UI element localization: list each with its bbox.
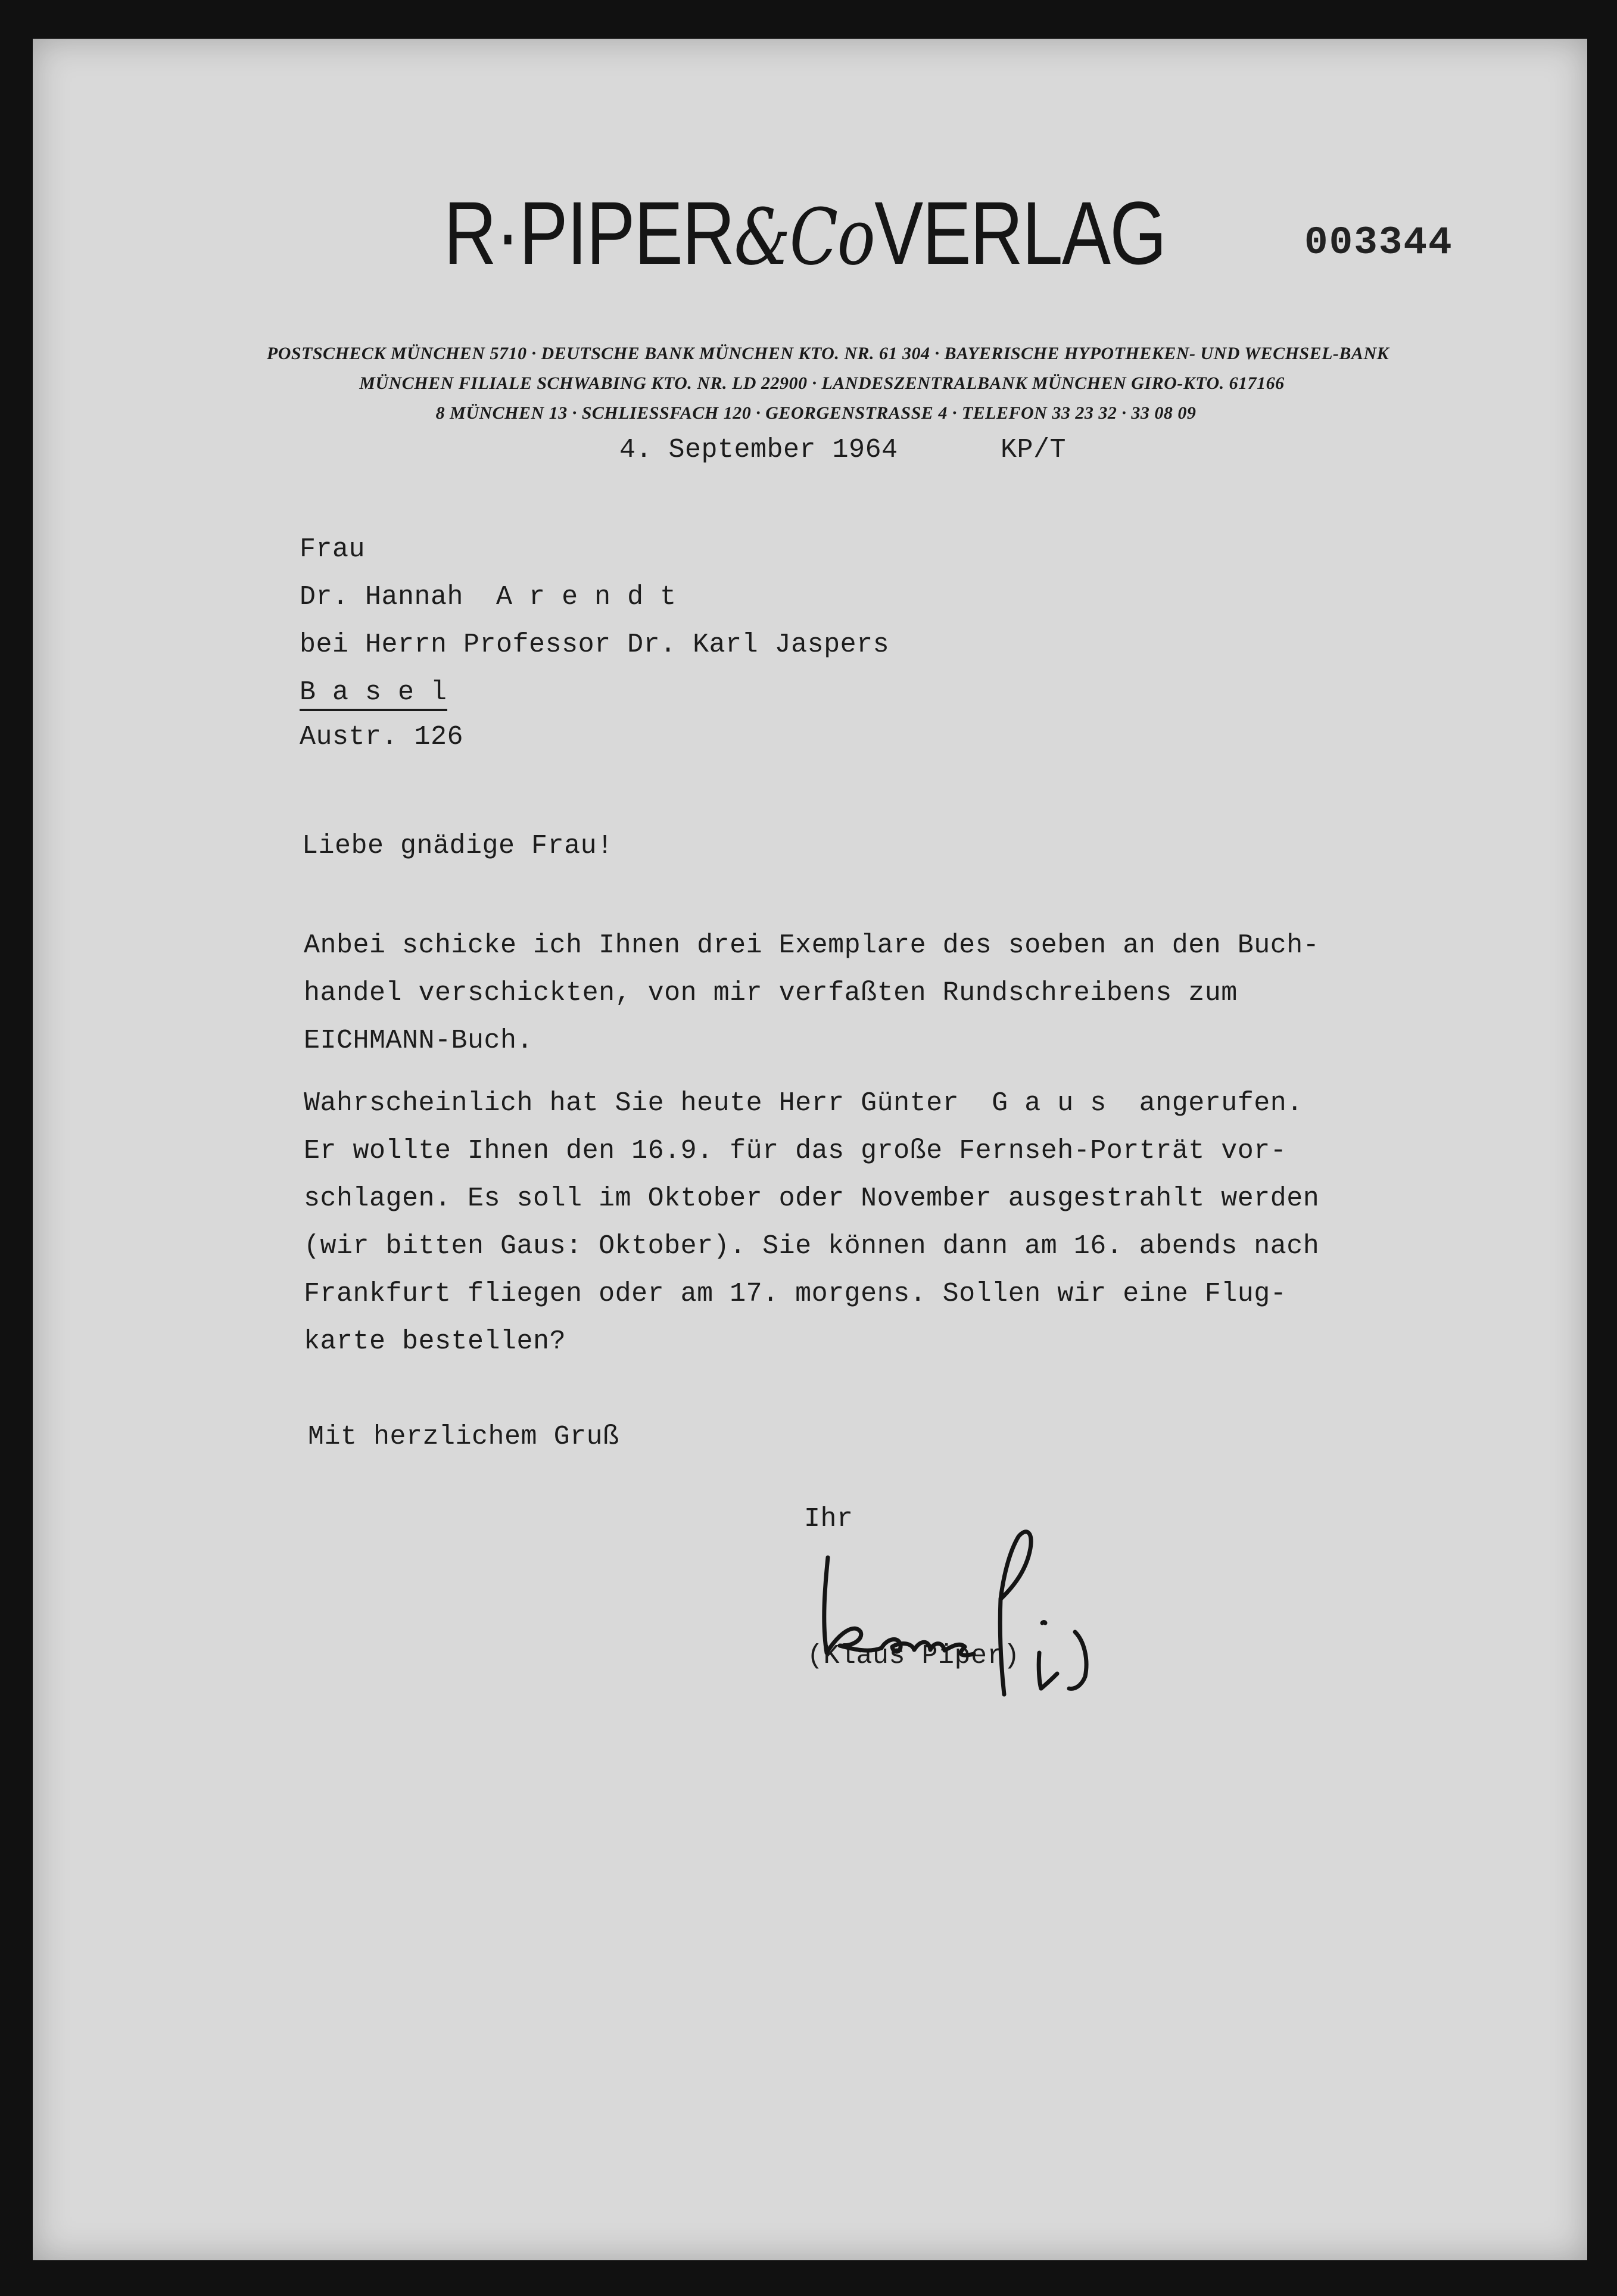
letter-reference: KP/T (1001, 435, 1067, 465)
document-number: 003344 (1304, 220, 1453, 265)
address-city-text: B a s e l (300, 677, 447, 711)
letter-date: 4. September 1964 (619, 435, 898, 465)
paragraph-1-line-1: Anbei schicke ich Ihnen drei Exemplare des soeben an den Buch- (304, 930, 1320, 961)
closing-ihr: Ihr (804, 1504, 853, 1534)
address-line-2: Dr. Hannah A r e n d t (300, 582, 677, 612)
company-logo (444, 182, 1166, 285)
bank-details-line-2: MÜNCHEN FILIALE SCHWABING KTO. NR. LD 22900 · LANDESZENTRALBANK MÜNCHEN GIRO-KTO. 617166 (359, 373, 1285, 393)
paragraph-1-line-3: EICHMANN-Buch. (304, 1026, 534, 1056)
address-city (300, 677, 447, 708)
signature-name: (Klaus Piper) (807, 1641, 1020, 1671)
paragraph-1-line-2: handel verschickten, von mir verfaßten Rundschreibens zum (304, 978, 1238, 1008)
logo-text-right: VERLAG (874, 183, 1166, 283)
paragraph-2-line-1: Wahrscheinlich hat Sie heute Herr Günter G a u s angerufen. (304, 1088, 1303, 1119)
paragraph-2-line-6: karte bestellen? (304, 1326, 566, 1357)
address-line-3: bei Herrn Professor Dr. Karl Jaspers (300, 630, 890, 660)
address-street: Austr. 126 (300, 722, 464, 752)
logo-ampersand: &Co (734, 192, 875, 282)
paragraph-2-line-4: (wir bitten Gaus: Oktober). Sie können dann am 16. abends nach (304, 1231, 1320, 1261)
address-line-1: Frau (300, 534, 366, 565)
bank-details-line-1: POSTSCHECK MÜNCHEN 5710 · DEUTSCHE BANK MÜNCHEN KTO. NR. 61 304 · BAYERISCHE HYPOTHEKEN- UND WECHSEL-BANK (266, 344, 1389, 363)
paragraph-2-line-3: schlagen. Es soll im Oktober oder November ausgestrahlt werden (304, 1183, 1320, 1214)
salutation: Liebe gnädige Frau! (302, 831, 613, 861)
paragraph-2-line-2: Er wollte Ihnen den 16.9. für das große Fernseh-Porträt vor- (304, 1136, 1287, 1166)
paragraph-2-line-5: Frankfurt fliegen oder am 17. morgens. Sollen wir eine Flug- (304, 1279, 1287, 1309)
bank-details-line-3: 8 MÜNCHEN 13 · SCHLIESSFACH 120 · GEORGENSTRASSE 4 · TELEFON 33 23 32 · 33 08 09 (435, 403, 1197, 423)
letter-sheet (33, 39, 1587, 2260)
logo-text-left: R·PIPER (444, 183, 734, 283)
closing: Mit herzlichem Gruß (308, 1422, 619, 1452)
handwritten-signature (804, 1504, 1173, 1700)
